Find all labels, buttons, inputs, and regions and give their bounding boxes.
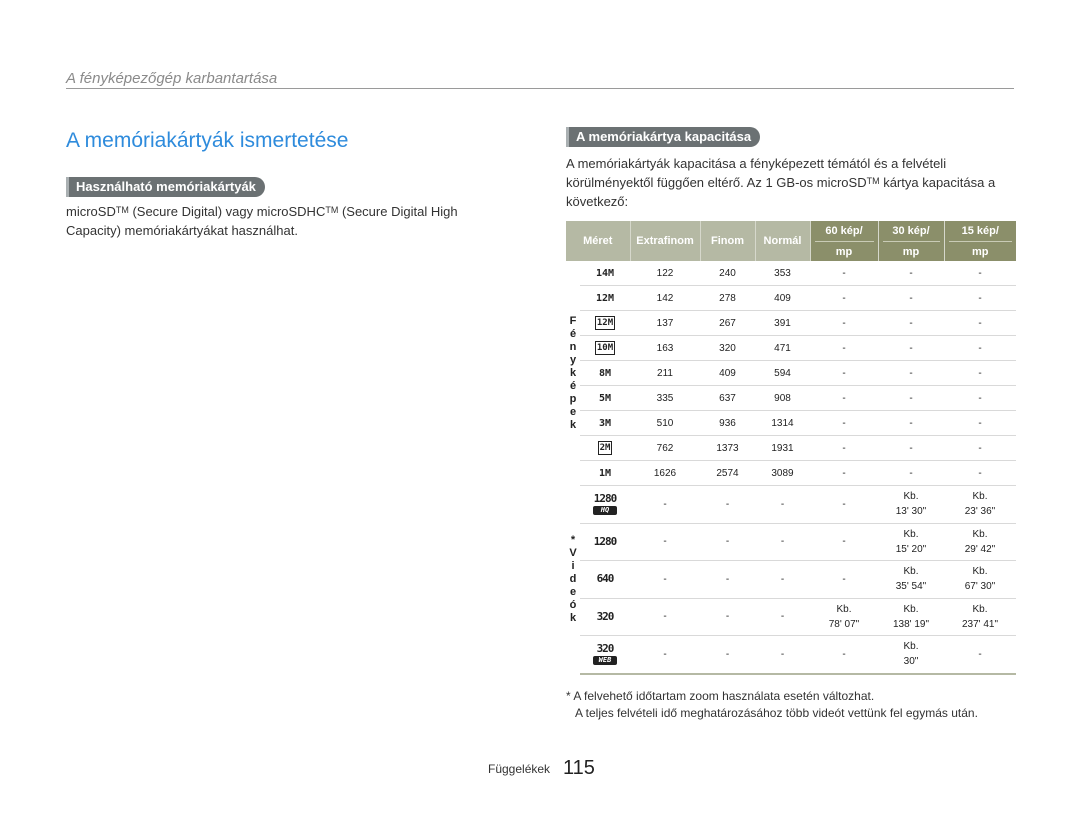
table-row	[566, 336, 1016, 361]
table-cell: 510	[630, 411, 700, 436]
footnote	[566, 688, 1016, 722]
table-cell: -	[944, 336, 1016, 361]
table-cell: 1626	[630, 461, 700, 486]
table-cell: 2574	[700, 461, 755, 486]
table-cell: -	[700, 598, 755, 636]
header-30fps: 30 kép/ mp	[878, 221, 944, 261]
size-12m-wide-icon: 12M	[596, 318, 614, 328]
table-cell: Kb. 13' 30"	[878, 486, 944, 524]
table-cell: -	[944, 386, 1016, 411]
table-cell: 1373	[700, 436, 755, 461]
footer-section-label: Függelékek	[488, 762, 551, 776]
size-14m-icon: 14M	[595, 267, 615, 279]
table-cell: -	[810, 336, 878, 361]
header-size: Méret	[566, 221, 630, 261]
table-cell: Kb. 237' 41"	[944, 598, 1016, 636]
size-1m-icon: 1M	[598, 467, 612, 479]
card-capacity-heading: A memóriakártya kapacitása	[566, 127, 760, 147]
table-cell: 637	[700, 386, 755, 411]
size-cell	[580, 261, 630, 286]
table-row	[566, 486, 1016, 524]
page-title: A memóriakártyák ismertetése	[66, 129, 349, 152]
table-cell: -	[810, 436, 878, 461]
table-row	[566, 286, 1016, 311]
table-cell: Kb. 67' 30"	[944, 561, 1016, 599]
video-group-label: * V i d e ó k	[569, 534, 577, 624]
table-cell: -	[810, 386, 878, 411]
footnote-line-1: * A felvehető időtartam zoom használata esetén változhat.	[566, 689, 875, 703]
header-superfine: Extrafinom	[630, 221, 700, 261]
size-cell	[580, 598, 630, 636]
table-cell: 762	[630, 436, 700, 461]
table-cell: -	[878, 311, 944, 336]
table-cell: -	[810, 411, 878, 436]
header-divider	[66, 88, 1014, 89]
table-cell: -	[944, 461, 1016, 486]
table-cell: 211	[630, 361, 700, 386]
table-cell: -	[810, 561, 878, 599]
table-cell: 3089	[755, 461, 810, 486]
table-cell: Kb. 29' 42"	[944, 523, 1016, 561]
table-cell: -	[700, 561, 755, 599]
table-cell: -	[878, 336, 944, 361]
table-cell: -	[630, 636, 700, 674]
table-cell: 122	[630, 261, 700, 286]
table-cell: 471	[755, 336, 810, 361]
table-cell: -	[944, 311, 1016, 336]
table-cell: Kb. 138' 19"	[878, 598, 944, 636]
table-cell: -	[944, 411, 1016, 436]
size-cell	[580, 311, 630, 336]
table-cell: 137	[630, 311, 700, 336]
footnote-line-2: A teljes felvételi idő meghatározásához több videót vettünk fel egymás után.	[575, 706, 978, 720]
capacity-table-body	[566, 261, 1016, 674]
table-row	[566, 386, 1016, 411]
video-320-icon: 320	[596, 609, 614, 623]
table-row	[566, 361, 1016, 386]
table-cell: Kb. 23' 36"	[944, 486, 1016, 524]
size-10m-icon: 10M	[596, 343, 614, 353]
table-row	[566, 436, 1016, 461]
size-cell	[580, 461, 630, 486]
size-cell	[580, 436, 630, 461]
table-cell: -	[944, 361, 1016, 386]
table-cell: -	[878, 386, 944, 411]
capacity-table	[566, 221, 1016, 675]
table-cell: -	[810, 261, 878, 286]
table-cell: 142	[630, 286, 700, 311]
table-cell: -	[810, 286, 878, 311]
table-cell: -	[878, 286, 944, 311]
table-cell: -	[630, 561, 700, 599]
usable-cards-text: microSD™ (Secure Digital) vagy microSDHC™ (Secure Digital High Capacity) memóriakártyákat használhat.	[66, 204, 458, 238]
table-row	[566, 261, 1016, 286]
table-cell: Kb. 15' 20"	[878, 523, 944, 561]
table-cell: -	[755, 523, 810, 561]
table-cell: -	[755, 561, 810, 599]
table-cell: 1314	[755, 411, 810, 436]
table-cell: 936	[700, 411, 755, 436]
table-cell: -	[630, 486, 700, 524]
video-1280-hq-icon: 1280 HQ	[593, 492, 617, 515]
table-cell: 267	[700, 311, 755, 336]
size-cell	[580, 336, 630, 361]
size-2m-icon: 2M	[599, 443, 611, 453]
size-cell	[580, 486, 630, 524]
capacity-table-wrap	[566, 221, 1016, 675]
table-cell: 240	[700, 261, 755, 286]
video-1280-icon: 1280	[593, 534, 617, 548]
table-header-row	[566, 221, 1016, 261]
size-cell	[580, 286, 630, 311]
table-cell: 320	[700, 336, 755, 361]
table-cell: -	[755, 636, 810, 674]
size-5m-icon: 5M	[598, 392, 612, 404]
size-cell	[580, 523, 630, 561]
table-cell: -	[944, 636, 1016, 674]
table-cell: -	[810, 461, 878, 486]
table-cell: -	[944, 261, 1016, 286]
header-60fps: 60 kép/ mp	[810, 221, 878, 261]
table-cell: 1931	[755, 436, 810, 461]
card-capacity-text: A memóriakártyák kapacitása a fényképezett témától és a felvételi körülményektől függően eltérő. Az 1 GB-os microSD™ kártya kapacitása a következő:	[566, 156, 996, 209]
header-fine: Finom	[700, 221, 755, 261]
table-cell: 908	[755, 386, 810, 411]
size-cell	[580, 411, 630, 436]
table-cell: -	[810, 636, 878, 674]
size-cell	[580, 636, 630, 674]
table-row	[566, 636, 1016, 674]
table-cell: -	[810, 361, 878, 386]
table-cell: -	[878, 261, 944, 286]
table-cell: -	[700, 486, 755, 524]
table-cell: -	[630, 598, 700, 636]
table-cell: -	[810, 311, 878, 336]
table-cell: 409	[755, 286, 810, 311]
size-cell	[580, 561, 630, 599]
table-cell: Kb. 30"	[878, 636, 944, 674]
photo-group-label: F é n y k é p e k	[569, 314, 577, 431]
size-cell	[580, 386, 630, 411]
header-15fps: 15 kép/ mp	[944, 221, 1016, 261]
table-cell: 335	[630, 386, 700, 411]
table-cell: 391	[755, 311, 810, 336]
table-cell: 594	[755, 361, 810, 386]
table-cell: 353	[755, 261, 810, 286]
table-cell: -	[878, 361, 944, 386]
table-cell: -	[878, 436, 944, 461]
table-cell: -	[755, 598, 810, 636]
video-640-icon: 640	[596, 572, 614, 586]
table-cell: 409	[700, 361, 755, 386]
usable-cards-heading: Használható memóriakártyák	[66, 177, 265, 197]
table-cell: 278	[700, 286, 755, 311]
table-cell: -	[630, 523, 700, 561]
table-row	[566, 523, 1016, 561]
table-cell: -	[810, 523, 878, 561]
table-cell: -	[700, 523, 755, 561]
table-cell: Kb. 35' 54"	[878, 561, 944, 599]
table-row	[566, 311, 1016, 336]
section-header: A fényképezőgép karbantartása	[66, 70, 278, 87]
table-cell: -	[810, 486, 878, 524]
header-normal: Normál	[755, 221, 810, 261]
size-3m-icon: 3M	[598, 417, 612, 429]
table-cell: 163	[630, 336, 700, 361]
size-cell	[580, 361, 630, 386]
size-12m-icon: 12M	[595, 292, 615, 304]
page-number: 115	[563, 757, 595, 779]
table-row	[566, 598, 1016, 636]
table-cell: Kb. 78' 07"	[810, 598, 878, 636]
video-320-web-icon: 320 WEB	[593, 643, 617, 665]
table-cell: -	[878, 411, 944, 436]
table-cell: -	[700, 636, 755, 674]
table-cell: -	[755, 486, 810, 524]
size-8m-icon: 8M	[598, 367, 612, 379]
table-cell: -	[944, 286, 1016, 311]
table-row	[566, 411, 1016, 436]
table-row	[566, 561, 1016, 599]
table-cell: -	[878, 461, 944, 486]
table-cell: -	[944, 436, 1016, 461]
table-row	[566, 461, 1016, 486]
